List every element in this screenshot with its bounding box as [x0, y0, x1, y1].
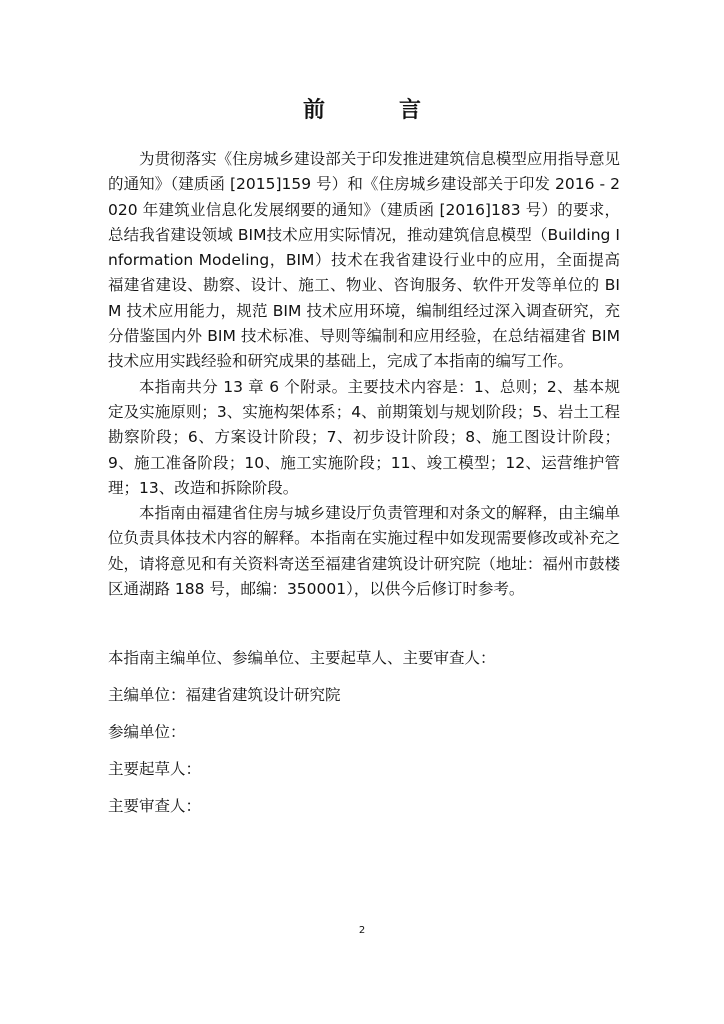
units-intro: 本指南主编单位、参编单位、主要起草人、主要审查人：	[108, 649, 496, 667]
chief-editor-unit: 主编单位：福建省建筑设计研究院	[108, 686, 341, 704]
main-reviewers: 主要审查人：	[108, 797, 202, 815]
page-number: 2	[358, 925, 366, 936]
participating-units: 参编单位：	[108, 723, 186, 741]
paragraph-contents: 本指南共分 13 章 6 个附录。主要技术内容是：1、总则；2、基本规定及实施原则；3、实施构架体系；4、前期策划与规划阶段；5、岩土工程勘察阶段；6、方案设计阶段；7、初步设计阶段；8、施工图设计阶段；9、施工准备阶段；10、施工实施阶段；11、竣工模型；12、运营维护管理；13、改造和拆除阶段。	[108, 377, 620, 497]
paragraph-purpose: 为贯彻落实《住房城乡建设部关于印发推进建筑信息模型应用指导意见的通知》（建质函 [2015]159 号）和《住房城乡建设部关于印发 2016 - 2020 年建筑业信息化发展纲要的通知》（建质函 [2016]183 号）的要求，总结我省建设领域 BIM技术应用实际情况，推动建筑信息模型（Building Information Modeling，BIM）技术在我省建设行业中的应用，全面提高福建省建设、勘察、设计、施工、物业、咨询服务、软件开发等单位的 BIM 技术应用能力，规范 BIM 技术应用环境，编制组经过深入调查研究，充分借鉴国内外 BIM 技术标准、导则等编制和应用经验，在总结福建省 BIM 技术应用实践经验和研究成果的基础上，完成了本指南的编写工作。	[108, 150, 620, 371]
main-drafters: 主要起草人：	[108, 760, 202, 778]
preface-body	[108, 147, 620, 602]
paragraph-management: 本指南由福建省住房与城乡建设厅负责管理和对条文的解释，由主编单位负责具体技术内容的解释。本指南在实施过程中如发现需要修改或补充之处，请将意见和有关资料寄送至福建省建筑设计研究院（地址：福州市鼓楼区通湖路 188 号，邮编：350001），以供今后修订时参考。	[108, 504, 620, 599]
page-title: 前 言	[302, 98, 447, 123]
